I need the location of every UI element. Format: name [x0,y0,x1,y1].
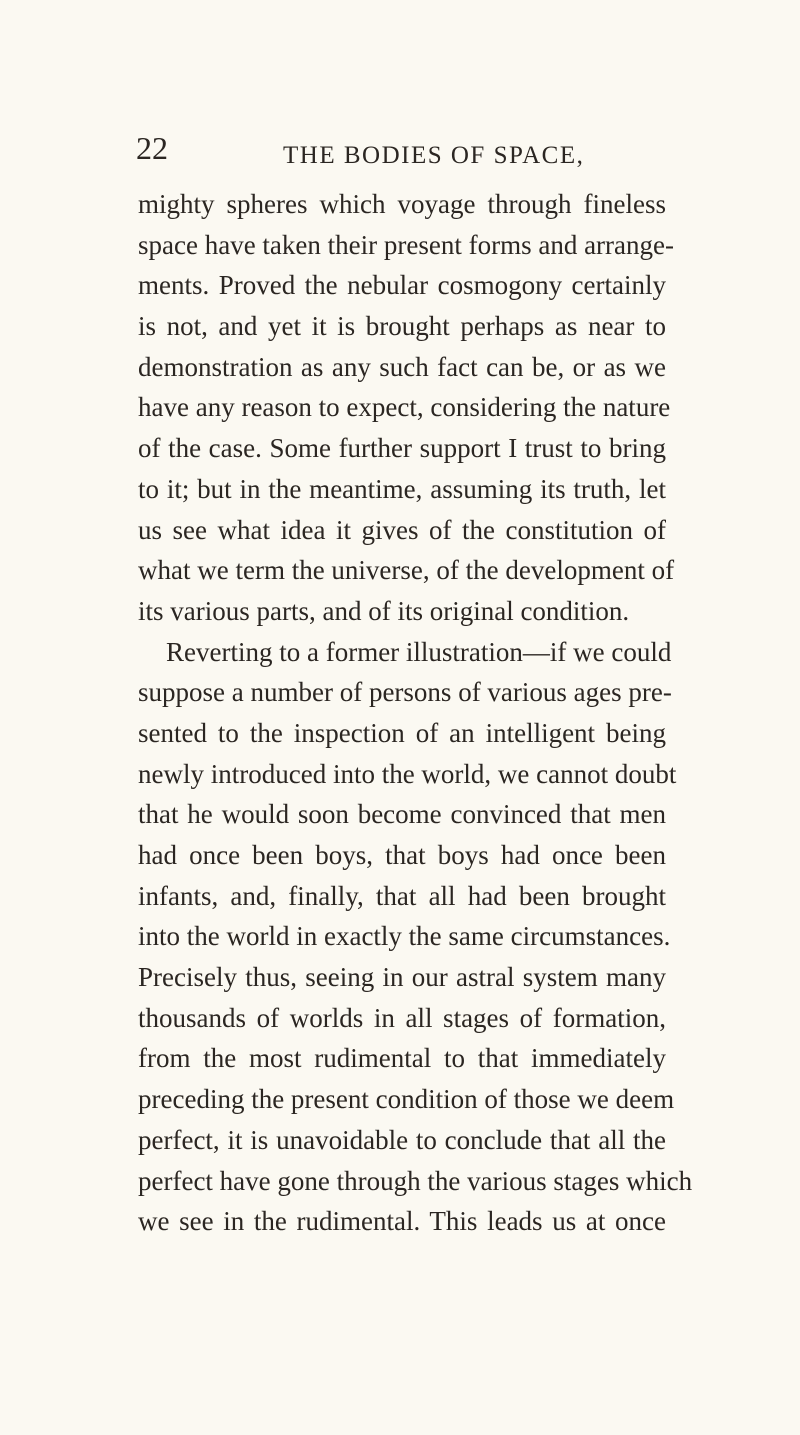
text-line: of the case. Some further support I trust to bring [138,433,666,464]
text-line-paragraph-start: Reverting to a former illustration—if we could [166,636,672,667]
text-line: into the world in exactly the same circumstances. [138,921,671,952]
body-text [138,184,693,1242]
text-line: from the most rudimental to that immediately [138,1043,666,1074]
page-number: 22 [136,130,168,166]
text-line: infants, and, finally, that all had been brought [138,880,666,911]
text-line: thousands of worlds in all stages of formation, [138,1002,666,1033]
text-line: had once been boys, that boys had once been [138,840,666,870]
text-line: we see in the rudimental. This leads us at once [138,1206,666,1237]
text-line: that he would soon become convinced that men [138,799,666,830]
text-line: Precisely thus, seeing in our astral system many [138,962,666,993]
running-head: THE BODIES OF SPACE, [283,142,585,169]
text-line: sented to the inspection of an intelligent being [138,717,666,748]
text-line: newly introduced into the world, we cannot doubt [138,758,677,789]
text-line: mighty spheres which voyage through fineless [138,189,666,219]
text-line-paragraph-end: its various parts, and of its original condition. [138,595,630,626]
text-line: what we term the universe, of the development of [138,555,675,586]
text-line: us see what idea it gives of the constitution of [138,514,666,545]
text-line: have any reason to expect, considering the nature [138,392,671,423]
text-line: to it; but in the meantime, assuming its truth, let [138,473,666,504]
text-line: is not, and yet it is brought perhaps as near to [138,311,666,342]
text-line: preceding the present condition of those we deem [138,1084,675,1115]
text-line: perfect have gone through the various stages which [138,1165,693,1196]
text-line: ments. Proved the nebular cosmogony certainly [138,270,666,301]
text-line: demonstration as any such fact can be, or as we [138,351,666,382]
text-line: suppose a number of persons of various ages pre- [138,677,672,708]
text-line: perfect, it is unavoidable to conclude that all the [138,1124,666,1155]
text-line: space have taken their present forms and arrange- [138,229,674,260]
